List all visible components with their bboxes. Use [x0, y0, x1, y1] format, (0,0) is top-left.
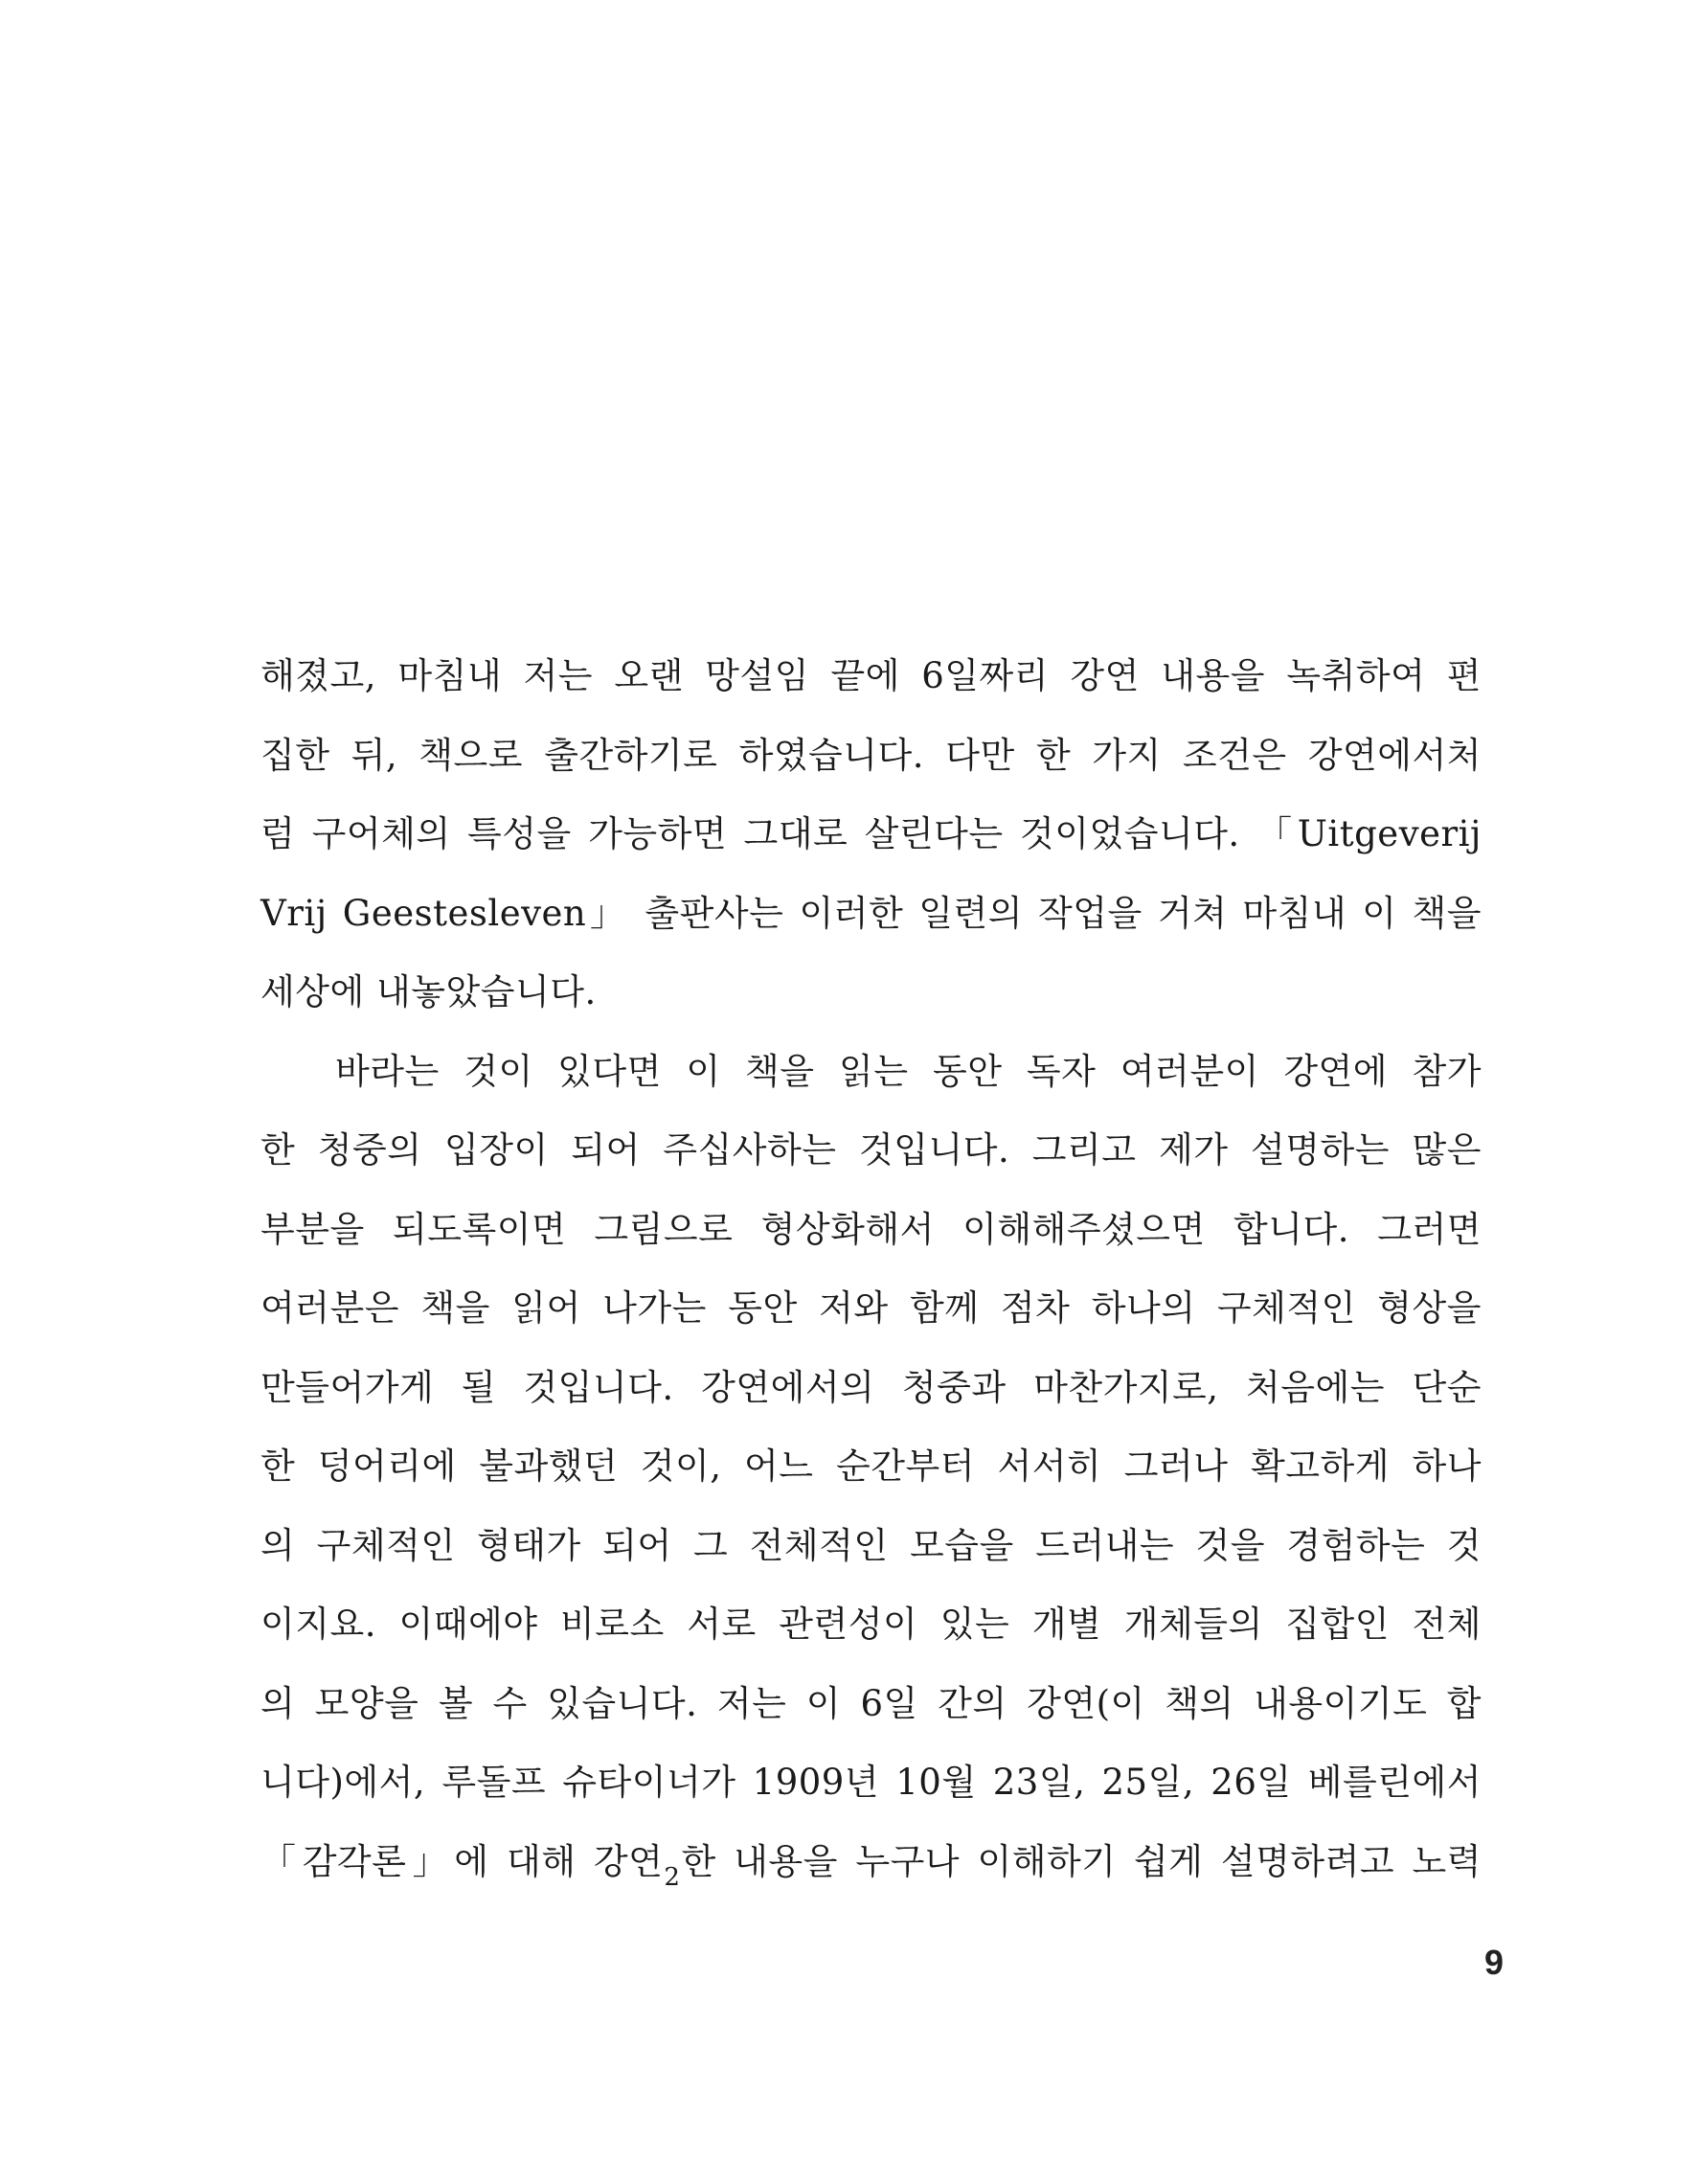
text-line: 의 구체적인 형태가 되어 그 전체적인 모습을 드러내는 것을 경험하는 것	[260, 1524, 1482, 1566]
text-line: 세상에 내놓았습니다.	[260, 971, 597, 1012]
text-line: 해졌고, 마침내 저는 오랜 망설임 끝에 6일짜리 강연 내용을 녹취하여 편	[260, 655, 1482, 696]
text-line: 만들어가게 될 것입니다. 강연에서의 청중과 마찬가지로, 처음에는 단순	[260, 1366, 1482, 1408]
text-line: 집한 뒤, 책으로 출간하기로 하였습니다. 다만 한 가지 조건은 강연에서처	[260, 734, 1482, 776]
text-line: 한 청중의 입장이 되어 주십사하는 것입니다. 그리고 제가 설명하는 많은	[260, 1129, 1482, 1171]
text-line: 한 덩어리에 불과했던 것이, 어느 순간부터 서서히 그러나 확고하게 하나	[260, 1445, 1482, 1487]
footnote-mark: 2	[664, 1862, 681, 1892]
text-segment: 「감각론」에 대해 강연	[260, 1840, 664, 1882]
page-number: 9	[1483, 1943, 1504, 1982]
text-line-with-footnote	[260, 1823, 1482, 1902]
text-line: 부분을 되도록이면 그림으로 형상화해서 이해해주셨으면 합니다. 그러면	[260, 1208, 1482, 1250]
text-line: 바라는 것이 있다면 이 책을 읽는 동안 독자 여러분이 강연에 참가	[335, 1050, 1482, 1092]
text-line: 럼 구어체의 특성을 가능하면 그대로 살린다는 것이었습니다. 「Uitgeverij	[260, 813, 1482, 854]
text-line: 이지요. 이때에야 비로소 서로 관련성이 있는 개별 개체들의 집합인 전체	[260, 1604, 1482, 1645]
text-line: 여러분은 책을 읽어 나가는 동안 저와 함께 점차 하나의 구체적인 형상을	[260, 1287, 1482, 1329]
text-line: 의 모양을 볼 수 있습니다. 저는 이 6일 간의 강연(이 책의 내용이기도 합	[260, 1682, 1482, 1724]
body-text	[260, 637, 1482, 1901]
text-line: Vrij Geestesleven」 출판사는 이러한 일련의 작업을 거쳐 마침내 이 책을	[260, 892, 1482, 934]
text-line: 니다)에서, 루돌프 슈타이너가 1909년 10월 23일, 25일, 26일 베를린에서	[260, 1762, 1482, 1803]
text-segment: 한 내용을 누구나 이해하기 쉽게 설명하려고 노력	[681, 1840, 1482, 1882]
